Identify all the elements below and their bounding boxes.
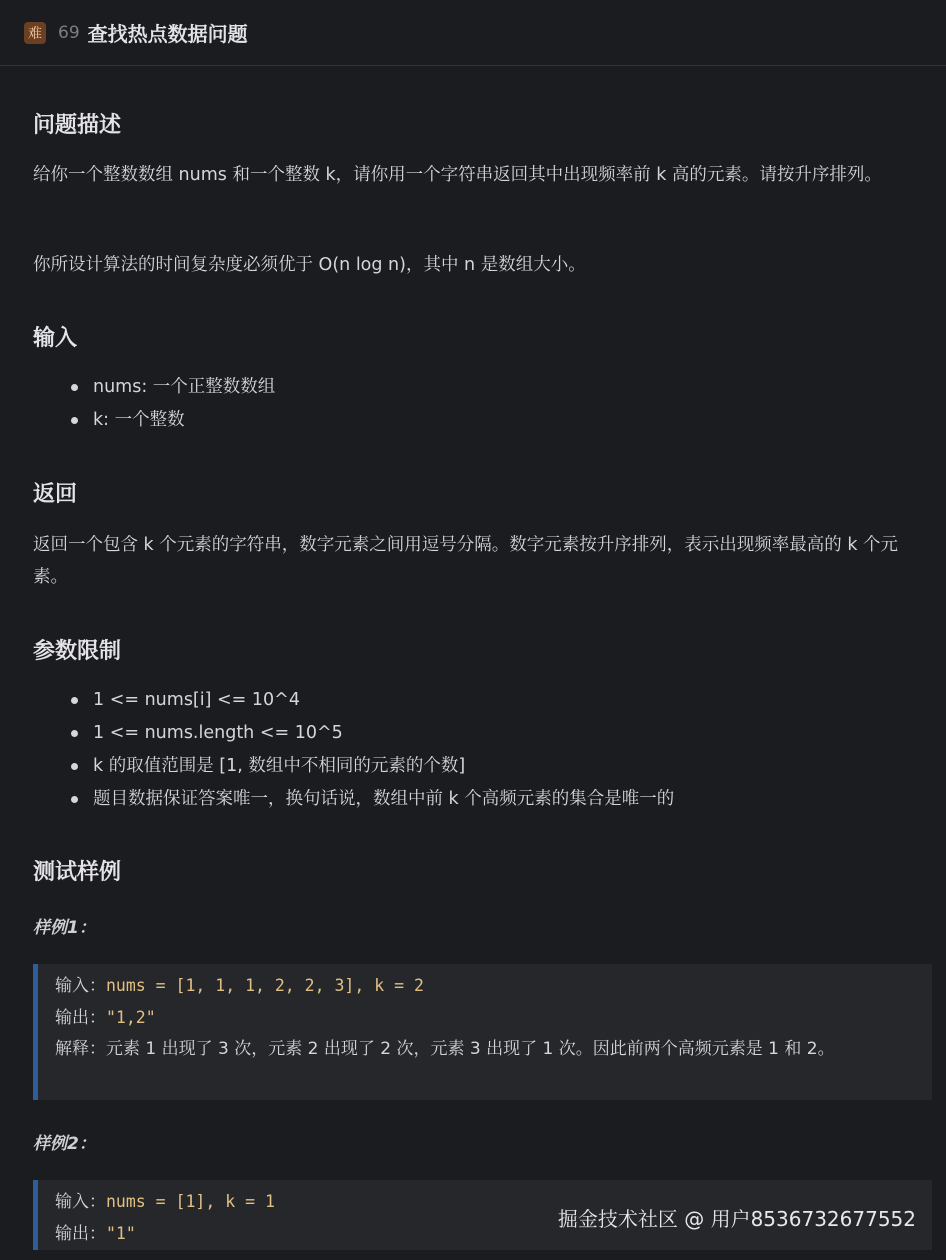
list-item: nums: 一个正整数数组 — [33, 371, 913, 404]
difficulty-badge: 难 — [24, 22, 46, 44]
list-item: k 的取值范围是 [1, 数组中不相同的元素的个数] — [33, 750, 913, 783]
sample-1-output-line — [55, 1002, 932, 1034]
sample-1-code-block — [33, 964, 932, 1100]
sample-1-input-line — [55, 970, 932, 1002]
input-code: nums = [1], k = 1 — [106, 1192, 275, 1211]
output-label: 输出： — [55, 1008, 106, 1028]
description-heading: 问题描述 — [33, 113, 122, 138]
constraints-heading: 参数限制 — [33, 639, 122, 664]
returns-paragraph: 返回一个包含 k 个元素的字符串，数字元素之间用逗号分隔。数字元素按升序排列，表示出现频率最高的 k 个元素。 — [33, 535, 899, 587]
input-list — [33, 371, 913, 437]
output-code: "1" — [106, 1224, 136, 1243]
list-item: 1 <= nums[i] <= 10^4 — [33, 684, 913, 717]
input-heading: 输入 — [33, 326, 78, 351]
sample-1-explanation: 解释：元素 1 出现了 3 次，元素 2 出现了 2 次，元素 3 出现了 1 次。因此前两个高频元素是 1 和 2。 — [55, 1039, 835, 1059]
list-item: 题目数据保证答案唯一，换句话说，数组中前 k 个高频元素的集合是唯一的 — [33, 783, 913, 816]
input-label: 输入： — [55, 976, 106, 996]
input-label: 输入： — [55, 1192, 106, 1212]
list-item: k: 一个整数 — [33, 404, 913, 437]
sample-1-label: 样例1： — [33, 918, 96, 938]
description-paragraph-1: 给你一个整数数组 nums 和一个整数 k，请你用一个字符串返回其中出现频率前 k 高的元素。请按升序排列。 — [33, 165, 882, 185]
watermark: 掘金技术社区 @ 用户8536732677552 — [557, 1207, 916, 1231]
input-code: nums = [1, 1, 1, 2, 2, 3], k = 2 — [106, 976, 424, 995]
output-code: "1,2" — [106, 1008, 156, 1027]
output-label: 输出： — [55, 1224, 106, 1244]
sample-2-label: 样例2： — [33, 1134, 96, 1154]
tests-heading: 测试样例 — [33, 860, 122, 885]
problem-title: 查找热点数据问题 — [87, 22, 248, 46]
returns-heading: 返回 — [33, 482, 78, 507]
problem-header — [0, 0, 946, 66]
problem-number: 69 — [58, 22, 80, 43]
constraints-list — [33, 684, 913, 816]
list-item: 1 <= nums.length <= 10^5 — [33, 717, 913, 750]
description-paragraph-2: 你所设计算法的时间复杂度必须优于 O(n log n)，其中 n 是数组大小。 — [33, 255, 586, 275]
